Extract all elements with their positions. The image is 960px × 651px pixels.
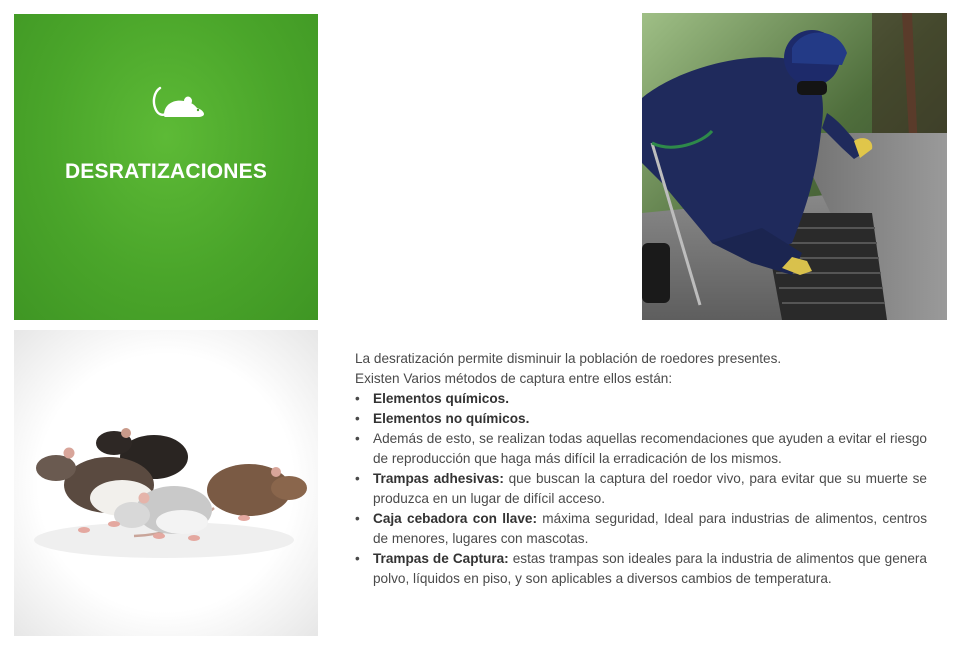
list-item bbox=[355, 409, 927, 429]
title-tile bbox=[14, 14, 318, 320]
page-title: DESRATIZACIONES bbox=[64, 160, 268, 183]
methods-list bbox=[355, 389, 927, 589]
rats-group-photo bbox=[14, 330, 318, 636]
bullet-icon: • bbox=[355, 511, 360, 526]
bullet-icon: • bbox=[355, 551, 360, 566]
item-text: estas trampas son ideales para la industria de alimentos que genera polvo, líquidos en piso, y son aplicables a diversos cambios de temperatura. bbox=[373, 551, 927, 586]
item-bold-text: Trampas adhesivas: bbox=[373, 471, 504, 486]
bullet-icon: • bbox=[355, 471, 360, 486]
item-bold-text: Elementos químicos. bbox=[373, 391, 509, 406]
list-item bbox=[355, 389, 927, 409]
list-item bbox=[355, 429, 927, 469]
description-block bbox=[355, 349, 927, 589]
bullet-icon: • bbox=[355, 431, 360, 446]
bullet-icon: • bbox=[355, 391, 360, 406]
item-bold-text: Caja cebadora con llave: bbox=[373, 511, 537, 526]
intro-line: Existen Varios métodos de captura entre ellos están: bbox=[355, 371, 673, 386]
item-text: Además de esto, se realizan todas aquellas recomendaciones que ayuden a evitar el riesgo de reproducción que haga más difícil la erradicación de los mismos. bbox=[373, 431, 927, 466]
pest-control-worker-photo bbox=[642, 13, 947, 320]
intro-line: La desratización permite disminuir la población de roedores presentes. bbox=[355, 351, 782, 366]
item-bold-text: Elementos no químicos. bbox=[373, 411, 530, 426]
bullet-icon: • bbox=[355, 411, 360, 426]
item-bold-text: Trampas de Captura: bbox=[373, 551, 509, 566]
mouse-icon bbox=[152, 84, 206, 120]
list-item bbox=[355, 509, 927, 549]
item-text: máxima seguridad, Ideal para industrias de alimentos, centros de menores, lugares con mascotas. bbox=[373, 511, 927, 546]
list-item bbox=[355, 549, 927, 589]
list-item bbox=[355, 469, 927, 509]
item-text: que buscan la captura del roedor vivo, para evitar que su muerte se produzca en un lugar de difícil acceso. bbox=[373, 471, 927, 506]
